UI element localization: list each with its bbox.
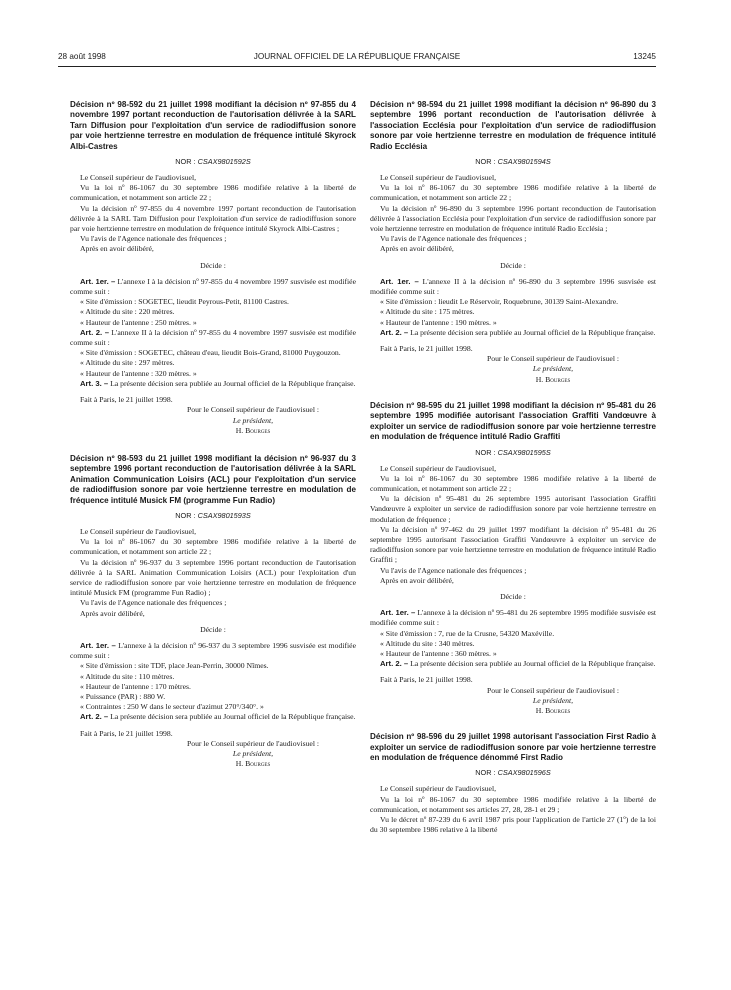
nor-code: CSAX9801593S — [197, 510, 251, 520]
decision-98-593 — [70, 454, 356, 770]
nor-reference — [370, 157, 656, 166]
article — [370, 659, 656, 669]
article-label: Art. 2. – — [80, 327, 109, 337]
nor-label: NOR : — [475, 157, 496, 167]
article-line: « Hauteur de l'antenne : 320 mètres. » — [80, 368, 197, 378]
nor-reference — [370, 448, 656, 457]
paragraph: Vu la décision nº 97-855 du 4 novembre 1997 portant reconduction de l'autorisation délivrée à la SARL Tarn Diffusion pour l'exploitation d'un service de radiodiffusion sonore par voie hertzienne terrestre en modulation de fréquence intitulé Skyrock Albi-Castres ; — [70, 203, 356, 234]
article-label: Art. 2. – — [380, 659, 409, 669]
article-line: « Puissance (PAR) : 880 W. — [80, 691, 166, 701]
done-at: Fait à Paris, le 21 juillet 1998. — [380, 344, 473, 354]
article-text: La présente décision sera publiée au Journal officiel de la République française. — [410, 327, 656, 337]
decision-title: Décision nº 98-592 du 21 juillet 1998 modifiant la décision nº 97-855 du 4 novembre 1997 portant reconduction de l'autorisation délivrée à la SARL Tarn Diffusion pour l'exploitation d'un service de radiodiffusion sonore par voie hertzienne terrestre en modulation de fréquence intitulé Skyrock Albi-Castres — [70, 100, 356, 151]
article-line: « Altitude du site : 175 mètres. — [380, 307, 475, 317]
article-text: La présente décision sera publiée au Journal officiel de la République française. — [410, 659, 656, 669]
article — [70, 712, 356, 722]
article-text: L'annexe II à la décision nº 96-890 du 3 septembre 1996 susvisée est modifiée comme suit : — [370, 276, 657, 297]
article-label: Art. 3. – — [80, 378, 109, 388]
article-label: Art. 1er. – — [380, 276, 419, 286]
article-line: « Site d'émission : SOGETEC, château d'eau, lieudit Bois-Grand, 81000 Puygouzon. — [80, 348, 341, 358]
article — [70, 277, 356, 297]
decision-title: Décision nº 98-595 du 21 juillet 1998 modifiant la décision nº 95-481 du 26 septembre 1995 modifiée autorisant l'association Graffiti Vandœuvre à exploiter un service de radiodiffusion sonore par voie hertzienne terrestre en modulation de fréquence intitulé Radio Graffiti — [370, 400, 656, 442]
paragraph: Vu la loi nº 86-1067 du 30 septembre 1986 modifiée relative à la liberté de communication, et notamment ses articles 27, 28, 28-1 et 29 ; — [370, 794, 656, 814]
decide-heading: Décide : — [500, 591, 526, 601]
article-line: « Altitude du site : 220 mètres. — [80, 307, 175, 317]
decision-title: Décision nº 98-594 du 21 juillet 1998 modifiant la décision nº 96-890 du 3 septembre 1996 portant reconduction de l'autorisation délivrée à l'association Ecclésia pour l'exploitation d'un service de radiodiffusion sonore par voie hertzienne terrestre en modulation de fréquence intitulé Radio Ecclésia — [370, 100, 656, 151]
nor-label: NOR : — [475, 768, 496, 778]
article-label: Art. 1er. – — [80, 640, 116, 650]
left-column — [70, 100, 356, 769]
paragraph: Après avoir délibéré, — [80, 608, 145, 618]
paragraph: Vu la décision nº 96-937 du 3 septembre 1996 portant reconduction de l'autorisation délivrée à la SARL Animation Communication Loisirs (ACL) pour l'exploitation d'un service de radiodiffusion sonore par voie hertzienne terrestre en modulation de fréquence intitulé Musick FM (programme Fun Radio) ; — [70, 557, 356, 598]
nor-code: CSAX9801592S — [197, 157, 251, 167]
article-line: « Contraintes : 250 W dans le secteur d'azimut 270°/340°. » — [80, 702, 264, 712]
paragraph: Vu l'avis de l'Agence nationale des fréquences ; — [380, 565, 527, 575]
signature-title: Le président, — [232, 749, 274, 758]
decision-title: Décision nº 98-593 du 21 juillet 1998 modifiant la décision nº 96-937 du 3 septembre 1996 portant reconduction de l'autorisation délivrée à la SARL Animation Communication Loisirs (ACL) pour l'exploitation d'un service de radiodiffusion sonore par voie hertzienne terrestre en modulation de fréquence intitulé Musick FM (programme Fun Radio) — [70, 453, 356, 505]
paragraph: Vu l'avis de l'Agence nationale des fréquences ; — [380, 234, 527, 244]
nor-reference — [370, 768, 656, 777]
right-column — [370, 100, 656, 835]
signature-line: Pour le Conseil supérieur de l'audiovisuel : — [486, 354, 620, 364]
signature-title: Le président, — [232, 415, 274, 425]
signature-name: H. Bourges — [235, 759, 271, 769]
header-rule — [58, 66, 656, 67]
article-line: « Hauteur de l'antenne : 170 mètres. — [80, 681, 191, 691]
signature-name: H. Bourges — [235, 425, 271, 435]
decision-98-596 — [370, 732, 656, 835]
paragraph: Vu l'avis de l'Agence nationale des fréquences ; — [80, 598, 227, 608]
done-at: Fait à Paris, le 21 juillet 1998. — [380, 675, 473, 685]
article-text: L'annexe à la décision nº 96-937 du 3 septembre 1996 susvisée est modifiée comme suit : — [70, 640, 356, 661]
article — [70, 328, 356, 348]
paragraph: Vu le décret nº 87-239 du 6 avril 1987 pris pour l'application de l'article 27 (1º) de la loi du 30 septembre 1986 relative à la liberté — [370, 815, 656, 835]
article-text: L'annexe II à la décision nº 97-855 du 4 novembre 1997 susvisée est modifiée comme suit : — [70, 327, 357, 348]
page-header — [58, 52, 656, 66]
nor-label: NOR : — [175, 510, 196, 520]
article-label: Art. 2. – — [380, 327, 409, 337]
signature-name: H. Bourges — [535, 705, 571, 715]
signature-name: H. Bourges — [535, 374, 571, 384]
nor-code: CSAX9801594S — [497, 157, 551, 167]
nor-code: CSAX9801596S — [497, 768, 551, 778]
paragraph: Le Conseil supérieur de l'audiovisuel, — [80, 173, 197, 183]
signature-line: Pour le Conseil supérieur de l'audiovisuel : — [486, 685, 620, 695]
signature-line: Pour le Conseil supérieur de l'audiovisuel : — [186, 738, 320, 748]
decide-heading: Décide : — [200, 260, 226, 270]
article-line: « Site d'émission : SOGETEC, lieudit Peyrous-Petit, 81100 Castres. — [80, 297, 289, 307]
paragraph: Vu l'avis de l'Agence nationale des fréquences ; — [80, 234, 227, 244]
nor-label: NOR : — [475, 447, 496, 457]
article-text: La présente décision sera publiée au Journal officiel de la République française. — [110, 712, 356, 722]
article-label: Art. 2. – — [80, 712, 109, 722]
nor-reference — [70, 511, 356, 520]
article — [370, 277, 656, 297]
article-line: « Hauteur de l'antenne : 250 mètres. » — [80, 317, 197, 327]
article — [370, 328, 656, 338]
article-label: Art. 1er. – — [380, 608, 416, 618]
article — [70, 379, 356, 389]
decide-heading: Décide : — [200, 624, 226, 634]
paragraph: Vu la loi nº 86-1067 du 30 septembre 1986 modifiée relative à la liberté de communication, et notamment son article 22 ; — [370, 473, 656, 493]
done-at: Fait à Paris, le 21 juillet 1998. — [80, 728, 173, 738]
decision-title: Décision nº 98-596 du 29 juillet 1998 autorisant l'association First Radio à exploiter un service de radiodiffusion sonore par voie hertzienne terrestre en modulation de fréquence dénommé First Radio — [370, 732, 656, 762]
paragraph: Le Conseil supérieur de l'audiovisuel, — [380, 463, 497, 473]
article-line: « Hauteur de l'antenne : 190 mètres. » — [380, 317, 497, 327]
done-at: Fait à Paris, le 21 juillet 1998. — [80, 395, 173, 405]
header-date: 28 août 1998 — [58, 52, 106, 61]
paragraph: Le Conseil supérieur de l'audiovisuel, — [380, 784, 497, 794]
signature-line: Pour le Conseil supérieur de l'audiovisuel : — [186, 405, 320, 415]
article-text: L'annexe à la décision nº 95-481 du 26 septembre 1995 modifiée susvisée est modifiée comme suit : — [370, 608, 657, 628]
nor-label: NOR : — [175, 157, 196, 167]
article-line: « Site d'émission : 7, rue de la Crusne, 54320 Maxéville. — [380, 628, 555, 638]
header-page-number: 13245 — [633, 52, 656, 61]
decision-98-594 — [370, 100, 656, 385]
paragraph: Vu la loi nº 86-1067 du 30 septembre 1986 modifiée relative à la liberté de communication, et notamment son article 22 ; — [70, 183, 356, 203]
paragraph: Vu la décision nº 95-481 du 26 septembre 1995 autorisant l'association Graffiti Vandœuvre à exploiter un service de radiodiffusion sonore par voie hertzienne terrestre en modulation de fréquence ; — [370, 494, 656, 524]
paragraph: Vu la loi nº 86-1067 du 30 septembre 1986 modifiée relative à la liberté de communication, et notamment son article 22 ; — [70, 537, 356, 557]
article-line: « Altitude du site : 340 mètres. — [380, 638, 475, 648]
decision-98-595 — [370, 401, 656, 716]
article-line: « Altitude du site : 110 mètres. — [80, 671, 175, 681]
article-text: La présente décision sera publiée au Journal officiel de la République française. — [110, 378, 356, 388]
article — [70, 641, 356, 661]
decide-heading: Décide : — [500, 260, 526, 270]
paragraph: Vu la loi nº 86-1067 du 30 septembre 1986 modifiée relative à la liberté de communication, et notamment son article 22 ; — [370, 183, 656, 203]
decision-98-592 — [70, 100, 356, 436]
paragraph: Vu la décision nº 97-462 du 29 juillet 1997 modifiant la décision nº 95-481 du 26 septembre 1995 autorisant l'association Graffiti Vandœuvre à exploiter un service de radiodiffusion sonore par voie hertzienne terrestre en modulation de fréquence intitulé Radio Graffiti ; — [370, 524, 656, 565]
nor-code: CSAX9801595S — [497, 447, 551, 457]
nor-reference — [70, 157, 356, 166]
header-journal-title: JOURNAL OFFICIEL DE LA RÉPUBLIQUE FRANÇAISE — [253, 52, 461, 61]
article-line: « Altitude du site : 297 mètres. — [80, 358, 175, 368]
signature-title: Le président, — [532, 364, 574, 374]
article-line: « Hauteur de l'antenne : 360 mètres. » — [380, 648, 497, 658]
paragraph: Après en avoir délibéré, — [80, 244, 154, 254]
paragraph: Le Conseil supérieur de l'audiovisuel, — [380, 173, 497, 183]
paragraph: Après en avoir délibéré, — [380, 575, 454, 585]
signature-title: Le président, — [532, 695, 574, 705]
paragraph: Vu la décision nº 96-890 du 3 septembre 1996 portant reconduction de l'autorisation délivrée à l'association Ecclésia pour l'exploitation d'un service de radiodiffusion sonore par voie hertzienne terrestre en modulation de fréquence intitulé Radio Ecclésia ; — [370, 203, 656, 234]
paragraph: Après en avoir délibéré, — [380, 244, 454, 254]
paragraph: Le Conseil supérieur de l'audiovisuel, — [80, 526, 197, 536]
article — [370, 608, 656, 628]
article-label: Art. 1er. – — [80, 276, 116, 286]
article-line: « Site d'émission : lieudit Le Réservoir, Roquebrune, 30139 Saint-Alexandre. — [380, 297, 619, 307]
article-line: « Site d'émission : site TDF, place Jean-Perrin, 30000 Nîmes. — [80, 661, 269, 671]
article-text: L'annexe I à la décision nº 97-855 du 4 novembre 1997 susvisée est modifiée comme suit : — [70, 276, 356, 297]
